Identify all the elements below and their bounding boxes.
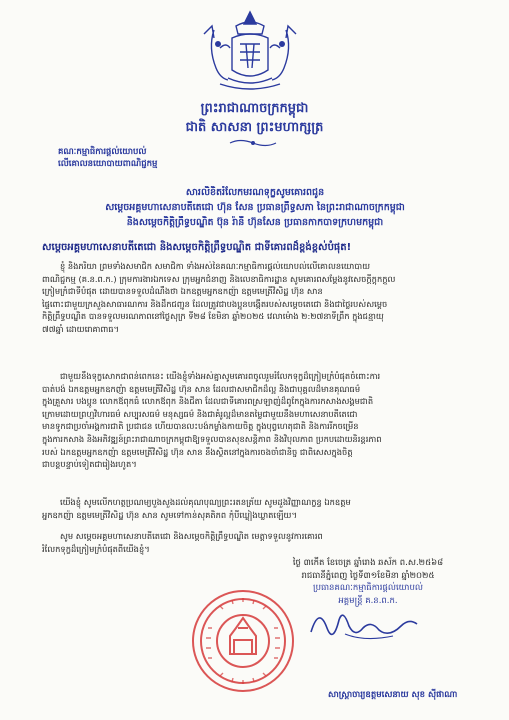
signatory-title-1: ប្រធានគណៈកម្មាធិការផ្តល់យោបល់ xyxy=(313,583,423,593)
addressee-line-2: និងសម្តេចកិត្តិព្រឹទ្ធបណ្ឌិត ប៊ុន រ៉ានី ហ៊ុនសែន ប្រធានកាកបាទក្រហមកម្ពុជា xyxy=(126,217,384,228)
signatory-title-2: អគ្គមន្ត្រី គ.ន.ព.ក. xyxy=(338,595,398,606)
solar-date: រាជធានីភ្នំពេញ ថ្ងៃទី៣១ខែមិនា ឆ្នាំ២០២៥ xyxy=(301,570,435,581)
paragraph-line: ក្នុងគ្រួសារ បងប្អូន លោកឪពុកធំ លោកឪពុក និងជីតា ដែលជាទីគោរពស្រឡាញ់ដ៏ពូកែក្នុងការកសាងសង្គមជាតិ xyxy=(42,396,374,407)
body-paragraph-4 xyxy=(42,530,472,555)
paragraph-line: ក្នុងការកសាង និងអភិវឌ្ឍន៍ព្រះរាជាណាចក្រកម្ពុជាឱ្យទទួលបានសុខសន្តិភាព និងវិបុលភាព ប្រកបដោយនិរន្តរភាព xyxy=(42,433,382,444)
paragraph-line: កិត្តិព្រឹទ្ធបណ្ឌិត បានទទួលមរណភាពនៅថ្ងៃសុក្រ ទី២៨ ខែមិនា ឆ្នាំ២០២៥ វេលាម៉ោង ២:២៧នាទីព្រឹក ក្នុងជន្មាយុ xyxy=(42,311,384,322)
paragraph-line: ជាមួយនឹងទុក្ខសោកជាពន់ពេកនេះ យើងខ្ញុំទាំងអស់គ្នាសូមគោរពចូលរួមរំលែកទុក្ខដ៏ក្រៀមក្រំបំផុតចំពោះការ xyxy=(60,371,381,381)
paragraph-line: បាត់បង់ ឯកឧត្តមអ្នកឧកញ៉ា ឧត្តមមេត្រីវិសិដ្ឋ ហ៊ុន សាន ដែលជាសមាជិកដ៏ល្អ និងជាបុគ្គលដ៏មានគុណធម៌ xyxy=(42,383,361,394)
letter-title: សារលិខិតរំលែកមរណទុក្ខសូមគោរពជូន xyxy=(185,187,325,198)
body-paragraph-2 xyxy=(42,370,472,471)
paragraph-line: របស់ ឯកឧត្តមអ្នកឧកញ៉ា ឧត្តមមេត្រីវិសិដ្ឋ ហ៊ុន សាន នឹងស្ថិតនៅក្នុងការចងចាំជានិច្ច ជាពិសេសក្នុងចិត្ត xyxy=(42,446,353,457)
national-motto: ជាតិ សាសនា ព្រះមហាក្សត្រ xyxy=(185,120,324,135)
paragraph-line: សូម សម្តេចអគ្គមហាសេនាបតីតេជោ និងសម្តេចកិត្តិព្រឹទ្ធបណ្ឌិត មេត្តាទទួលនូវការគោរព xyxy=(60,531,323,541)
signer-name: សាស្ត្រាចារ្យឧត្តមសេនាយ សុខ ស៊ីផាណា xyxy=(328,690,458,700)
handwritten-signature xyxy=(305,598,425,648)
committee-name xyxy=(58,146,208,170)
paragraph-line: ខ្ញុំ និងភរិយា ព្រមទាំងសមាជិក សមាជិកា ទាំងអស់នៃគណៈកម្មាធិការផ្តល់យោបល់លើគោលនយោបាយ xyxy=(60,261,371,271)
official-seal-stamp xyxy=(190,588,296,694)
committee-line-1: គណៈកម្មាធិការផ្តល់យោបល់ xyxy=(58,147,147,157)
lunar-date: ថ្ងៃ ៣កើត ខែចេត្រ ឆ្នាំរោង ឆស័ក ព.ស.២៥៦៨ xyxy=(292,558,444,568)
paragraph-line: យើងខ្ញុំ សូមលើកហត្ថប្រណម្យបួងសួងដល់គុណបុណ្យព្រះរតនត្រ័យ សូមដួងវិញ្ញាណក្ខន្ធ ឯកឧត្តម xyxy=(60,497,351,507)
paragraph-line: ក្រៀមក្រំជាទីបំផុត ដោយបានទទួលដំណឹងថា ឯកឧត្តមអ្នកឧកញ៉ា ឧត្តមមេត្រីវិសិដ្ឋ ហ៊ុន សាន xyxy=(42,286,323,297)
paragraph-line: ៧៧ឆ្នាំ ដោយរោគាពាធ។ xyxy=(42,323,120,334)
divider-ornament xyxy=(228,138,278,148)
addressee-line-1: សម្តេចអគ្គមហាសេនាបតីតេជោ ហ៊ុន សែន ប្រធានព្រឹទ្ធសភា នៃព្រះរាជាណាចក្រកម្ពុជា xyxy=(105,202,405,213)
royal-arms-emblem xyxy=(190,8,310,94)
salutation: សម្តេចអគ្គមហាសេនាបតីតេជោ និងសម្តេចកិត្តិព្រឹទ្ធបណ្ឌិត ជាទីគោរពដ៏ខ្ពង់ខ្ពស់បំផុត! xyxy=(42,242,352,253)
body-paragraph-1 xyxy=(42,260,472,336)
paragraph-line: អ្នកឧកញ៉ា ឧត្តមមេត្រីវិសិដ្ឋ ហ៊ុន សាន សូមទៅកាន់សុគតិភព កុំបីឃ្លៀងឃ្លាតឡើយ។ xyxy=(42,509,297,520)
committee-line-2: លើគោលនយោបាយពាណិជ្ជកម្ម xyxy=(58,159,158,169)
kingdom-name: ព្រះរាជាណាចក្រកម្ពុជា xyxy=(200,101,309,116)
paragraph-line: ពាណិជ្ជកម្ម (គ.ន.ព.ក.) ក្រុមការងារឯកទេស ក្រុមអ្នកជំនាញ និងលេខាធិការដ្ឋាន សូមគោរពសម្តែងនូវសេចក្តីក្តុកក្តួល xyxy=(42,273,396,284)
paragraph-line: ជាបន្តបន្ទាប់ទៀតជារៀងរហូត។ xyxy=(42,459,137,470)
paragraph-line: មានទូកជាប្រចាំអង្គការជាតិ ប្រជាជន ហើយបានលះបង់កម្លាំងកាយចិត្ត ក្នុងបុព្វហេតុជាតិ និងការរីកចម្រើន xyxy=(42,421,359,432)
paragraph-line: រំលែកទុក្ខដ៏ក្រៀមក្រំបំផុតពីយើងខ្ញុំ។ xyxy=(42,543,150,554)
paragraph-line: ផ្ទៃពោះជាមួយក្រសួងសាធារណការ និងដឹកជញ្ជូន ដែលត្រូវជាបងប្អូនបង្កើតរបស់សម្តេចតេជោ និងជាថ្លៃរបស់សម្តេច xyxy=(42,298,388,309)
paragraph-line: ក្រោមដោយព្រហ្មវិហារធម៌ សប្បុរសធម៌ មនុស្សធម៌ និងជាគំរូល្អដ៏មានតម្លៃជាមួយនឹងមហាសេនាបតីតេជោ xyxy=(42,408,358,419)
body-paragraph-3 xyxy=(42,496,472,521)
